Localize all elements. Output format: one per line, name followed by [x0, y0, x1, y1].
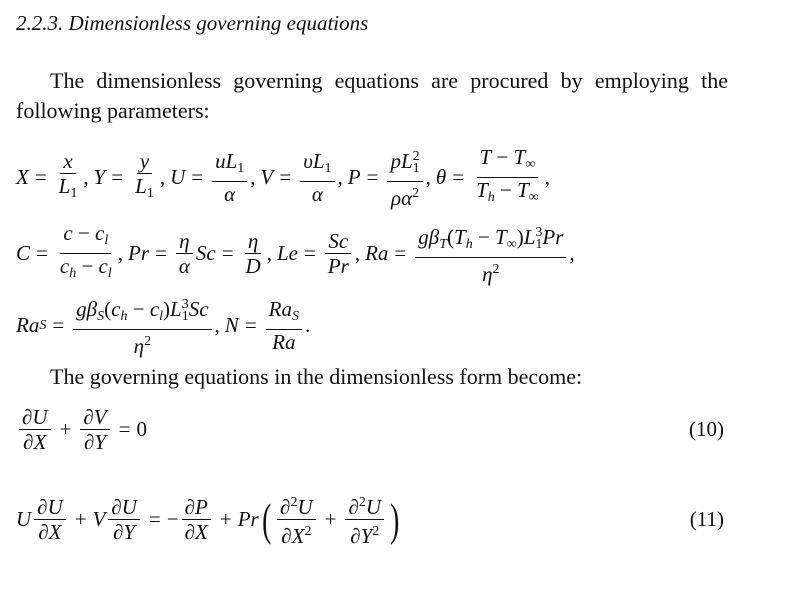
fraction-pressure: $\frac{pL^2_1}{\rho\alpha^2}$	[387, 146, 422, 209]
fraction-rayleigh: $\frac{g\beta_T(T_h - T_\infty)L^3_1Pr}{\eta^2}$	[415, 222, 566, 285]
fraction-theta: $\frac{T - T_\infty}{T_h - T_\infty}$	[476, 145, 539, 205]
fraction-schmidt: $\frac{\eta}{D}$	[245, 229, 261, 278]
fraction-concentration: $\frac{c - c_l}{c_h - c_l}$	[59, 221, 112, 281]
equation-11-number: (11)	[689, 507, 724, 531]
fraction-buoyancy-ratio: $\frac{Ra_S}{Ra}$	[266, 298, 302, 353]
parameter-row-2: C = $\frac{c - c_l}{c_h - c_l}$ , Pr = $\frac{\eta}{\alpha}$ Sc = $\frac{\eta}{D}$ , Le = $\frac{Sc}{Pr}$ , Ra = $\frac{g\beta_T(T_h - T_\infty)L^3_1Pr}{\eta^2}$ ,	[16, 221, 575, 286]
equation-10: $\frac{\partial U}{\partial X}$ + $\frac{\partial V}{\partial Y}$ = 0 (10)	[16, 406, 786, 453]
fraction-uL1-over-alpha: $\frac{uL_1}{\alpha}$	[212, 150, 247, 205]
fraction-y-over-L1: $\frac{y}{L_1}$	[135, 149, 154, 201]
fraction-prandtl: $\frac{\eta}{\alpha}$	[176, 230, 193, 277]
section-number: 2.2.3.	[16, 11, 64, 35]
section-title: Dimensionless governing equations	[68, 11, 369, 35]
fraction-solutal-rayleigh: $\frac{g\beta_S(c_h - c_l)L^3_1Sc}{\eta^2}$	[73, 294, 211, 357]
fraction-x-over-L1: $\frac{x}{L_1}$	[58, 149, 78, 201]
parameter-row-1: X = $\frac{x}{L_1}$ , Y = $\frac{y}{L_1}$ , U = $\frac{uL_1}{\alpha}$ , V = $\frac{\upsilon L_1}{\alpha}$ , P = $\frac{pL^2_1}{\rho\alpha^2}$ , θ = $\frac{T - T_\infty}{T_h - T_\infty}$ ,	[16, 145, 551, 210]
fraction-lewis: $\frac{Sc}{Pr}$	[325, 230, 352, 277]
transition-paragraph: The governing equations in the dimensionless form become:	[50, 364, 583, 389]
parameter-row-3: Ra S = $\frac{g\beta_S(c_h - c_l)L^3_1Sc}{\eta^2}$ , N = $\frac{Ra_S}{Ra}$ .	[16, 294, 786, 357]
equation-11: U $\frac{\partial U}{\partial X}$ + V $\frac{\partial U}{\partial Y}$ = − $\frac{\partial P}{\partial X}$ + Pr ( $\frac{\partial^2U}{\partial X^2}$ + $\frac{\partial^2U}{\partial Y^2}$ ) (11)	[16, 493, 724, 548]
equation-10-number: (10)	[689, 417, 724, 441]
intro-paragraph: The dimensionless governing equations are procured by employing the following parameters:	[16, 68, 728, 123]
section-heading	[16, 10, 368, 36]
fraction-vL1-over-alpha: $\frac{\upsilon L_1}{\alpha}$	[300, 150, 334, 205]
